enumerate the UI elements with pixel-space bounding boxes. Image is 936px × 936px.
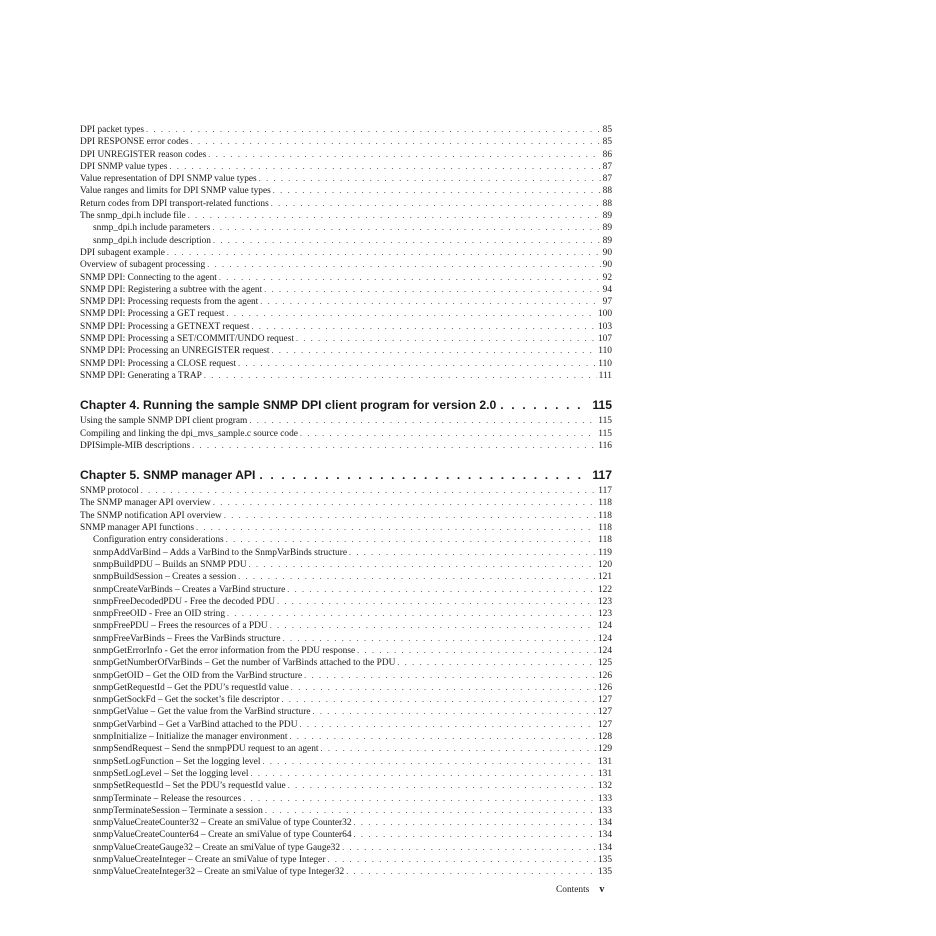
leader-dots — [346, 866, 596, 878]
toc-section-chapter-4 — [80, 415, 612, 452]
leader-dots — [281, 694, 596, 706]
toc-entry[interactable] — [80, 584, 612, 596]
leader-dots — [146, 124, 601, 136]
toc-entry-title: snmpGetVarbind – Get a VarBind attached to the PDU — [93, 719, 298, 730]
toc-entry[interactable] — [80, 805, 612, 817]
toc-entry-page-number: 88 — [602, 186, 612, 197]
toc-entry-page-number: 124 — [597, 645, 612, 656]
toc-entry-title: snmpValueCreateGauge32 – Create an smiValue of type Gauge32 — [93, 842, 341, 853]
toc-entry-page-number: 119 — [598, 547, 612, 558]
toc-entry-title: Configuration entry considerations — [93, 535, 224, 546]
toc-entry-page-number: 85 — [602, 137, 612, 148]
leader-dots — [273, 185, 601, 197]
toc-entry[interactable] — [80, 510, 612, 522]
toc-entry-title: SNMP DPI: Processing a CLOSE request — [80, 358, 237, 369]
leader-dots — [357, 645, 596, 657]
leader-dots — [354, 829, 596, 841]
leader-dots — [169, 161, 600, 173]
toc-entry-page-number: 118 — [598, 523, 612, 534]
toc-entry[interactable] — [80, 440, 612, 452]
toc-entry-title: SNMP DPI: Connecting to the agent — [80, 272, 217, 283]
toc-entry[interactable] — [80, 522, 612, 534]
toc-entry-title: snmpFreeOID - Free an OID string — [93, 609, 226, 620]
toc-entry-title: SNMP DPI: Processing a GETNEXT request — [80, 321, 250, 332]
toc-entry-page-number: 133 — [597, 793, 612, 804]
toc-entry-page-number: 87 — [602, 174, 612, 185]
toc-entry-title: snmpTerminate – Release the resources — [93, 793, 242, 804]
toc-entry[interactable] — [80, 247, 612, 259]
toc-entry-page-number: 120 — [597, 559, 612, 570]
toc-entry-page-number: 127 — [597, 695, 612, 706]
toc-entry[interactable] — [80, 485, 612, 497]
leader-dots — [264, 284, 600, 296]
toc-entry[interactable] — [80, 608, 612, 620]
toc-entry-page-number: 110 — [598, 358, 612, 369]
toc-entry-title: SNMP protocol — [80, 486, 139, 497]
toc-entry-page-number: 121 — [597, 572, 612, 583]
toc-entry[interactable] — [80, 596, 612, 608]
toc-entry-page-number: 89 — [602, 211, 612, 222]
toc-entry-title: snmpSetRequestId – Set the PDU’s requestId value — [93, 781, 286, 792]
toc-entry[interactable] — [80, 161, 612, 173]
leader-dots — [191, 136, 601, 148]
toc-entry[interactable] — [80, 633, 612, 645]
toc-entry[interactable] — [80, 682, 612, 694]
toc-entry-page-number: 87 — [602, 161, 612, 172]
toc-entry[interactable] — [80, 793, 612, 805]
toc-entry[interactable] — [80, 534, 612, 546]
toc-entry[interactable] — [80, 829, 612, 841]
toc-entry-page-number: 86 — [602, 149, 612, 160]
toc-entry[interactable] — [80, 756, 612, 768]
toc-entry-page-number: 131 — [597, 768, 612, 779]
toc-entry-title: DPI packet types — [80, 125, 145, 135]
toc-entry-page-number: 125 — [597, 658, 612, 669]
toc-entry-page-number: 134 — [597, 842, 612, 853]
toc-entry-page-number: 115 — [598, 416, 612, 427]
toc-entry-page-number: 133 — [597, 805, 612, 816]
toc-entry-title: SNMP DPI: Generating a TRAP — [80, 370, 202, 381]
toc-entry-title: snmpInitialize – Initialize the manager environment — [93, 732, 288, 743]
leader-dots — [260, 296, 600, 308]
page-footer — [556, 884, 604, 895]
toc-entry-page-number: 124 — [597, 633, 612, 644]
leader-dots — [283, 633, 596, 645]
toc-entry-page-number: 131 — [597, 756, 612, 767]
toc-entry-page-number: 100 — [597, 309, 612, 320]
toc-entry[interactable] — [80, 719, 612, 731]
chapter-page-number: 115 — [592, 398, 612, 413]
toc-entry-title: SNMP DPI: Processing requests from the agent — [80, 297, 259, 308]
toc-chapter-5[interactable] — [80, 467, 612, 483]
toc-entry-page-number: 90 — [602, 260, 612, 271]
toc-entry[interactable] — [80, 743, 612, 755]
toc-entry[interactable] — [80, 198, 612, 210]
chapter-page-number: 117 — [592, 468, 612, 483]
toc-entry-page-number: 110 — [598, 346, 612, 357]
toc-entry[interactable] — [80, 222, 612, 234]
toc-entry-title: snmpValueCreateInteger32 – Create an smiValue of type Integer32 — [93, 867, 345, 878]
leader-dots — [289, 731, 595, 743]
toc-entry[interactable] — [80, 185, 612, 197]
table-of-contents — [80, 124, 612, 879]
toc-entry-title: Using the sample SNMP DPI client program — [80, 416, 248, 427]
leader-dots — [213, 235, 601, 247]
toc-entry[interactable] — [80, 780, 612, 792]
leader-dots — [238, 571, 596, 583]
leader-dots — [321, 743, 596, 755]
chapter-title: Chapter 4. Running the sample SNMP DPI client program for version 2.0 — [80, 398, 497, 413]
toc-entry[interactable] — [80, 706, 612, 718]
toc-entry-title: snmpSetLogLevel – Set the logging level — [93, 768, 249, 779]
toc-entry-title: snmpSetLogFunction – Set the logging level — [93, 756, 261, 767]
toc-entry[interactable] — [80, 731, 612, 743]
leader-dots — [300, 428, 596, 440]
toc-entry-page-number: 123 — [597, 609, 612, 620]
leader-dots — [252, 321, 596, 333]
toc-entry-title: snmpGetRequestId – Get the PDU’s requestId value — [93, 682, 289, 693]
toc-entry-title: Compiling and linking the dpi_mvs_sample.c source code — [80, 428, 298, 439]
leader-dots — [249, 559, 596, 571]
toc-entry-title: snmpTerminateSession – Terminate a session — [93, 805, 263, 816]
toc-entry-page-number: 135 — [597, 867, 612, 878]
toc-entry[interactable] — [80, 559, 612, 571]
leader-dots — [204, 370, 597, 382]
toc-entry[interactable] — [80, 370, 612, 382]
toc-entry[interactable] — [80, 210, 612, 222]
toc-entry[interactable] — [80, 670, 612, 682]
leader-dots — [342, 842, 596, 854]
leader-dots — [397, 657, 596, 669]
toc-entry-page-number: 116 — [598, 440, 612, 451]
toc-entry[interactable] — [80, 124, 612, 136]
toc-entry-title: SNMP manager API functions — [80, 523, 194, 534]
toc-entry-page-number: 92 — [602, 272, 612, 283]
toc-entry-title: snmpGetNumberOfVarBinds – Get the number of VarBinds attached to the PDU — [93, 658, 396, 669]
toc-entry-title: DPI RESPONSE error codes — [80, 137, 189, 148]
toc-entry-page-number: 94 — [602, 284, 612, 295]
toc-entry[interactable] — [80, 358, 612, 370]
toc-entry[interactable] — [80, 136, 612, 148]
leader-dots — [167, 247, 601, 259]
toc-entry-title: The SNMP notification API overview — [80, 510, 222, 521]
toc-entry[interactable] — [80, 173, 612, 185]
toc-entry[interactable] — [80, 308, 612, 320]
leader-dots — [141, 485, 597, 497]
toc-entry[interactable] — [80, 866, 612, 878]
leader-dots — [354, 817, 596, 829]
toc-entry-title: DPISimple-MIB descriptions — [80, 440, 191, 451]
toc-section-dpi — [80, 124, 612, 382]
toc-chapter-4[interactable] — [80, 397, 612, 413]
toc-entry-page-number: 126 — [597, 670, 612, 681]
toc-entry[interactable] — [80, 428, 612, 440]
toc-entry[interactable] — [80, 768, 612, 780]
toc-entry-page-number: 85 — [602, 125, 612, 135]
toc-entry-page-number: 134 — [597, 818, 612, 829]
toc-entry-page-number: 118 — [598, 498, 612, 509]
toc-entry-title: snmpBuildSession – Creates a session — [93, 572, 237, 583]
toc-entry[interactable] — [80, 571, 612, 583]
toc-entry-title: snmpBuildPDU – Builds an SNMP PDU — [93, 559, 247, 570]
toc-entry[interactable] — [80, 620, 612, 632]
toc-entry-title: DPI SNMP value types — [80, 161, 168, 172]
leader-dots — [227, 608, 596, 620]
leader-dots — [271, 198, 601, 210]
leader-dots — [213, 497, 596, 509]
toc-entry-page-number: 89 — [602, 223, 612, 234]
toc-entry[interactable] — [80, 235, 612, 247]
toc-entry[interactable] — [80, 149, 612, 161]
leader-dots — [500, 397, 588, 413]
chapter-title: Chapter 5. SNMP manager API — [80, 468, 256, 483]
toc-entry-title: Value ranges and limits for DPI SNMP value types — [80, 186, 271, 197]
toc-entry[interactable] — [80, 657, 612, 669]
toc-entry-page-number: 134 — [597, 830, 612, 841]
toc-entry[interactable] — [80, 854, 612, 866]
toc-section-chapter-5 — [80, 485, 612, 879]
toc-entry-page-number: 122 — [597, 584, 612, 595]
leader-dots — [208, 149, 600, 161]
toc-entry-page-number: 127 — [597, 719, 612, 730]
toc-entry-title: SNMP DPI: Processing a SET/COMMIT/UNDO request — [80, 334, 294, 345]
toc-entry[interactable] — [80, 694, 612, 706]
toc-entry-title: Return codes from DPI transport-related functions — [80, 198, 269, 209]
leader-dots — [349, 547, 596, 559]
toc-entry-page-number: 135 — [597, 855, 612, 866]
leader-dots — [304, 670, 596, 682]
toc-entry[interactable] — [80, 296, 612, 308]
toc-entry-title: snmpAddVarBind – Adds a VarBind to the SnmpVarBinds structure — [93, 547, 347, 558]
toc-entry-page-number: 107 — [597, 334, 612, 345]
toc-entry-title: DPI subagent example — [80, 247, 165, 258]
toc-entry-title: snmpCreateVarBinds – Creates a VarBind structure — [93, 584, 286, 595]
toc-entry-title: snmpGetOID – Get the OID from the VarBind structure — [93, 670, 303, 681]
toc-entry-page-number: 115 — [598, 428, 612, 439]
leader-dots — [243, 793, 596, 805]
leader-dots — [262, 756, 596, 768]
toc-entry-title: SNMP DPI: Processing an UNREGISTER request — [80, 346, 270, 357]
leader-dots — [250, 768, 595, 780]
toc-entry-title: snmpFreeVarBinds – Frees the VarBinds structure — [93, 633, 281, 644]
toc-entry-page-number: 127 — [597, 707, 612, 718]
toc-entry-page-number: 128 — [597, 732, 612, 743]
toc-entry[interactable] — [80, 284, 612, 296]
toc-entry-page-number: 118 — [598, 535, 612, 546]
toc-entry-title: SNMP DPI: Processing a GET request — [80, 309, 225, 320]
toc-entry-page-number: 123 — [597, 596, 612, 607]
toc-entry-title: snmpSendRequest – Send the snmpPDU request to an agent — [93, 744, 319, 755]
leader-dots — [224, 510, 596, 522]
toc-entry-page-number: 118 — [598, 510, 612, 521]
leader-dots — [327, 854, 595, 866]
toc-entry-title: DPI UNREGISTER reason codes — [80, 149, 207, 160]
toc-entry[interactable] — [80, 272, 612, 284]
leader-dots — [196, 522, 596, 534]
footer-label: Contents — [556, 885, 590, 895]
toc-entry-title: snmp_dpi.h include description — [93, 235, 211, 246]
toc-entry-page-number: 88 — [602, 198, 612, 209]
leader-dots — [272, 345, 597, 357]
footer-page-number: v — [599, 884, 605, 895]
toc-entry[interactable] — [80, 817, 612, 829]
leader-dots — [259, 173, 601, 185]
leader-dots — [288, 780, 596, 792]
leader-dots — [207, 259, 600, 271]
toc-entry-title: Overview of subagent processing — [80, 260, 206, 271]
toc-entry-title: snmpGetSockFd – Get the socket’s file descriptor — [93, 695, 280, 706]
leader-dots — [226, 534, 597, 546]
toc-entry[interactable] — [80, 497, 612, 509]
toc-entry-title: snmpGetErrorInfo - Get the error information from the PDU response — [93, 645, 356, 656]
toc-entry-page-number: 97 — [602, 297, 612, 308]
leader-dots — [312, 706, 595, 718]
toc-entry[interactable] — [80, 547, 612, 559]
toc-entry-title: Value representation of DPI SNMP value types — [80, 174, 257, 185]
toc-entry-title: snmpValueCreateCounter32 – Create an smiValue of type Counter32 — [93, 818, 352, 829]
toc-entry[interactable] — [80, 333, 612, 345]
toc-entry-title: snmp_dpi.h include parameters — [93, 223, 211, 234]
toc-entry-title: The snmp_dpi.h include file — [80, 211, 186, 222]
toc-entry[interactable] — [80, 321, 612, 333]
toc-entry-title: SNMP DPI: Registering a subtree with the agent — [80, 284, 263, 295]
toc-entry[interactable] — [80, 645, 612, 657]
toc-entry[interactable] — [80, 842, 612, 854]
leader-dots — [219, 272, 601, 284]
leader-dots — [238, 358, 596, 370]
toc-entry-page-number: 90 — [602, 247, 612, 258]
toc-entry-page-number: 129 — [597, 744, 612, 755]
toc-entry-title: snmpValueCreateInteger – Create an smiValue of type Integer — [93, 855, 326, 866]
leader-dots — [287, 584, 596, 596]
leader-dots — [291, 682, 596, 694]
toc-entry[interactable] — [80, 259, 612, 271]
toc-entry-page-number: 89 — [602, 235, 612, 246]
leader-dots — [259, 467, 588, 483]
toc-entry-page-number: 132 — [597, 781, 612, 792]
toc-entry-title: snmpValueCreateCounter64 – Create an smiValue of type Counter64 — [93, 830, 352, 841]
leader-dots — [249, 415, 596, 427]
toc-entry-page-number: 111 — [598, 370, 612, 381]
toc-entry-title: snmpFreeDecodedPDU - Free the decoded PDU — [93, 596, 275, 607]
toc-entry-page-number: 117 — [598, 486, 612, 497]
toc-entry-title: snmpGetValue – Get the value from the VarBind structure — [93, 707, 311, 718]
leader-dots — [227, 308, 596, 320]
toc-entry-title: snmpFreePDU – Frees the resources of a PDU — [93, 621, 268, 632]
leader-dots — [192, 440, 596, 452]
leader-dots — [299, 719, 595, 731]
leader-dots — [188, 210, 601, 222]
toc-entry[interactable] — [80, 345, 612, 357]
toc-entry-page-number: 103 — [597, 321, 612, 332]
leader-dots — [265, 805, 596, 817]
leader-dots — [270, 620, 596, 632]
toc-entry-page-number: 126 — [597, 682, 612, 693]
toc-entry-title: The SNMP manager API overview — [80, 498, 211, 509]
leader-dots — [212, 222, 600, 234]
leader-dots — [277, 596, 596, 608]
leader-dots — [296, 333, 596, 345]
toc-entry[interactable] — [80, 415, 612, 427]
toc-entry-page-number: 124 — [597, 621, 612, 632]
